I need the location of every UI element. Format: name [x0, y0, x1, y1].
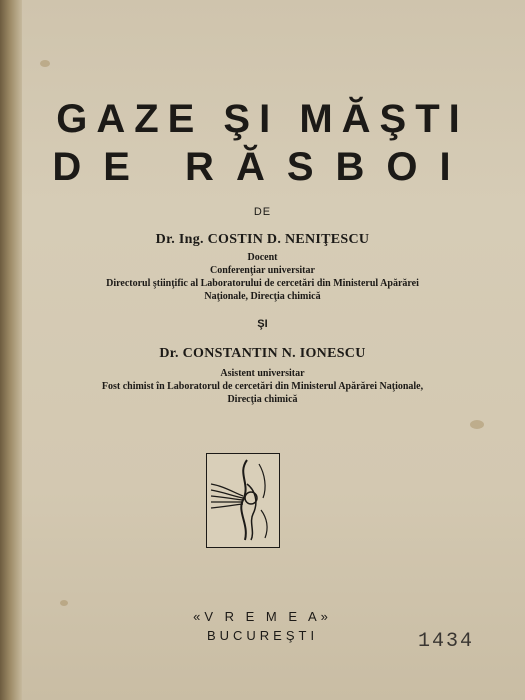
handwritten-number: 1434 — [418, 630, 475, 653]
paper-stain — [470, 420, 484, 429]
paper-stain — [40, 60, 50, 67]
title-line-1: GAZE ŞI MĂŞTI — [56, 97, 469, 141]
title-line-2: DE RĂSBOI — [52, 145, 473, 189]
author-2-name: Dr. CONSTANTIN N. IONESCU — [159, 346, 366, 361]
by-label: DE — [253, 206, 272, 218]
author-1-role: Docent — [247, 252, 278, 263]
publisher-city: BUCUREŞTI — [206, 628, 319, 643]
paper-stain — [60, 600, 68, 606]
publisher-emblem-icon — [206, 453, 280, 548]
author-1-role: Naţionale, Direcţia chimică — [204, 291, 321, 302]
author-2-role: Fost chimist în Laboratorul de cercetări din Ministerul Apărărei Naţionale, — [101, 381, 424, 392]
author-2-role: Asistent universitar — [220, 368, 305, 379]
author-1-role: Directorul ştiinţific al Laboratorului de cercetări din Ministerul Apărărei — [106, 278, 419, 289]
conjunction-label: ŞI — [257, 318, 268, 330]
author-1-role: Conferenţiar universitar — [210, 265, 315, 276]
emblem-drawing — [207, 454, 278, 546]
author-2-role: Direcţia chimică — [227, 394, 298, 405]
publisher-name: «V R E M E A» — [193, 609, 332, 624]
author-1-name: Dr. Ing. COSTIN D. NENIŢESCU — [155, 232, 370, 247]
